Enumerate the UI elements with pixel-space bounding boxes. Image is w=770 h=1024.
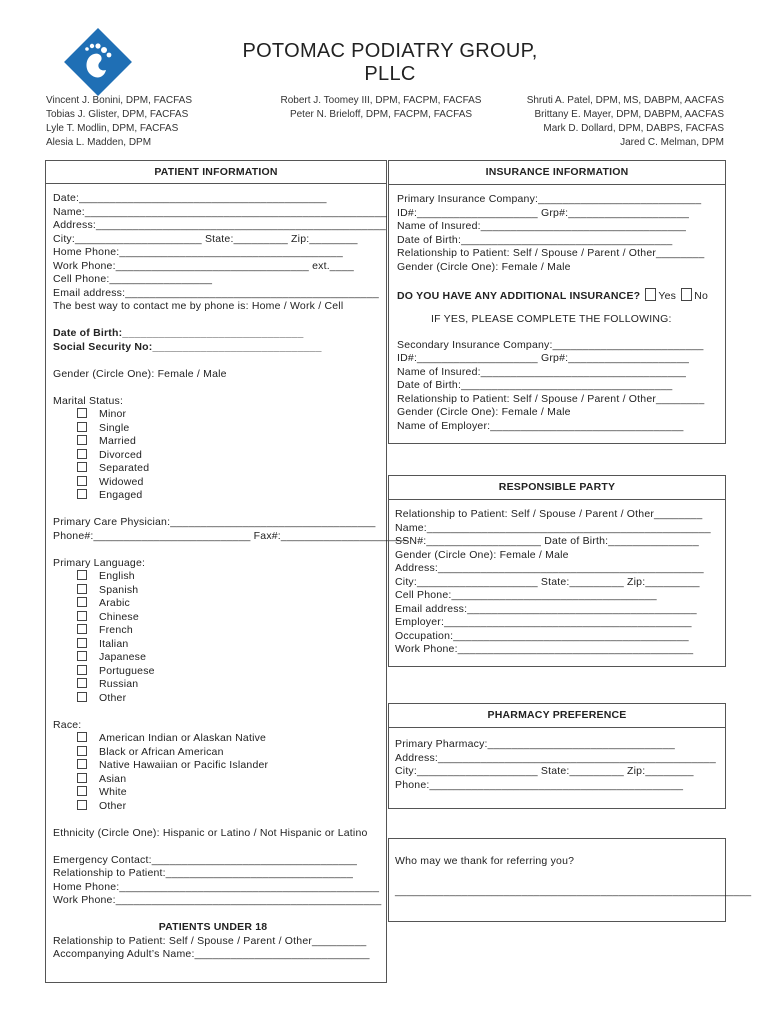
insurance-info-box xyxy=(388,160,726,444)
checkbox-icon[interactable] xyxy=(77,732,87,742)
emergency-contact-field[interactable]: Emergency Contact:__________________________________ xyxy=(53,853,358,866)
language-option[interactable]: Italian xyxy=(53,638,383,652)
no-label: No xyxy=(694,289,709,302)
checkbox-icon[interactable] xyxy=(77,597,87,607)
race-option[interactable]: Other xyxy=(53,800,383,814)
race-label: Race: xyxy=(53,718,82,731)
checkbox-icon[interactable] xyxy=(77,476,87,486)
doctor-name: Vincent J. Bonini, DPM, FACFAS xyxy=(46,95,192,106)
checkbox-icon[interactable] xyxy=(77,638,87,648)
responsible-address-field[interactable]: Address:____________________________________________ xyxy=(395,562,704,574)
ssn-field[interactable]: Social Security No:____________________________ xyxy=(53,340,322,353)
doctors-right xyxy=(527,94,724,150)
responsible-ssn-dob-field[interactable]: SSN#:___________________ Date of Birth:_______________ xyxy=(395,535,699,547)
checkbox-icon[interactable] xyxy=(77,449,87,459)
secondary-insured-name-field[interactable]: Name of Insured:__________________________________ xyxy=(397,365,687,378)
doctor-name: Brittany E. Mayer, DPM, DABPM, AACFAS xyxy=(534,109,724,120)
foot-logo-icon xyxy=(60,24,136,100)
city-state-zip-field[interactable]: City:_____________________ State:_________ Zip:________ xyxy=(53,232,358,245)
marital-option[interactable]: Separated xyxy=(53,462,383,476)
secondary-id-grp-field[interactable]: ID#:____________________ Grp#:____________________ xyxy=(397,352,690,364)
language-option[interactable]: Arabic xyxy=(53,597,383,611)
cell-phone-field[interactable]: Cell Phone:_________________ xyxy=(53,273,213,285)
doctor-name: Robert J. Toomey III, DPM, FACPM, FACFAS xyxy=(280,95,482,106)
pharmacy-phone-field[interactable]: Phone:__________________________________________ xyxy=(395,778,684,791)
checkbox-icon[interactable] xyxy=(77,759,87,769)
marital-option[interactable]: Single xyxy=(53,422,383,436)
language-option[interactable]: Russian xyxy=(53,678,383,692)
checkbox-icon[interactable] xyxy=(77,611,87,621)
language-option[interactable]: French xyxy=(53,624,383,638)
patient-info-title: PATIENT INFORMATION xyxy=(154,166,278,178)
patient-info-box xyxy=(45,160,387,184)
checkbox-icon[interactable] xyxy=(77,786,87,796)
checkbox-icon[interactable] xyxy=(77,624,87,634)
marital-option[interactable]: Divorced xyxy=(53,449,383,463)
ethnicity-field[interactable]: Ethnicity (Circle One): Hispanic or Latino / Not Hispanic or Latino xyxy=(53,826,368,839)
race-option[interactable]: White xyxy=(53,786,383,800)
checkbox-icon[interactable] xyxy=(77,435,87,445)
responsible-relationship-field[interactable]: Relationship to Patient: Self / Spouse / Parent / Other________ xyxy=(395,508,703,520)
doctors-mid xyxy=(276,94,486,122)
yes-checkbox-icon[interactable] xyxy=(645,288,656,301)
language-option[interactable]: Other xyxy=(53,692,383,706)
org-name: POTOMAC PODIATRY GROUP, PLLC xyxy=(242,40,538,85)
marital-option[interactable]: Married xyxy=(53,435,383,449)
employer-name-field[interactable]: Name of Employer:________________________________ xyxy=(397,419,684,432)
secondary-gender-field[interactable]: Gender (Circle One): Female / Male xyxy=(397,406,571,418)
home-phone-field[interactable]: Home Phone:_____________________________________ xyxy=(53,246,343,258)
marital-option[interactable]: Widowed xyxy=(53,476,383,490)
doctors-left xyxy=(46,94,192,150)
doctor-name: Alesia L. Madden, DPM xyxy=(46,137,152,148)
secondary-insurance-company-field[interactable]: Secondary Insurance Company:_________________________ xyxy=(397,338,704,351)
name-field[interactable]: Name:__________________________________________________ xyxy=(53,205,387,218)
contact-preference[interactable]: The best way to contact me by phone is: Home / Work / Cell xyxy=(53,300,344,312)
pharmacy-city-state-zip-field[interactable]: City:____________________ State:_________ Zip:________ xyxy=(395,765,694,777)
race-option[interactable]: American Indian or Alaskan Native xyxy=(53,732,383,746)
secondary-insured-dob-field[interactable]: Date of Birth:___________________________________ xyxy=(397,379,673,391)
secondary-relationship-field[interactable]: Relationship to Patient: Self / Spouse / Parent / Other________ xyxy=(397,392,705,405)
primary-insured-name-field[interactable]: Name of Insured:__________________________________ xyxy=(397,220,687,232)
if-yes-instruction: IF YES, PLEASE COMPLETE THE FOLLOWING: xyxy=(431,313,672,325)
marital-option[interactable]: Minor xyxy=(53,408,383,422)
marital-status-label: Marital Status: xyxy=(53,394,124,407)
additional-insurance-question: DO YOU HAVE ANY ADDITIONAL INSURANCE? Yes No xyxy=(397,289,709,302)
checkbox-icon[interactable] xyxy=(77,692,87,702)
primary-relationship-field[interactable]: Relationship to Patient: Self / Spouse / Parent / Other________ xyxy=(397,247,705,259)
pharmacy-title: PHARMACY PREFERENCE xyxy=(487,709,627,721)
marital-option[interactable]: Engaged xyxy=(53,489,383,503)
gender-field[interactable]: Gender (Circle One): Female / Male xyxy=(53,367,227,380)
checkbox-icon[interactable] xyxy=(77,773,87,783)
responsible-name-field[interactable]: Name:_______________________________________________ xyxy=(395,521,711,534)
checkbox-icon[interactable] xyxy=(77,489,87,499)
language-option[interactable]: Japanese xyxy=(53,651,383,665)
race-option[interactable]: Black or African American xyxy=(53,746,383,760)
emergency-home-phone-field[interactable]: Home Phone:___________________________________________ xyxy=(53,880,380,893)
checkbox-icon[interactable] xyxy=(77,408,87,418)
checkbox-icon[interactable] xyxy=(77,678,87,688)
doctor-name: Lyle T. Modlin, DPM, FACFAS xyxy=(46,123,179,134)
pcp-phone-fax-field[interactable]: Phone#:__________________________ Fax#:_____________________ xyxy=(53,529,408,542)
primary-insurance-company-field[interactable]: Primary Insurance Company:___________________________ xyxy=(397,193,702,205)
checkbox-icon[interactable] xyxy=(77,800,87,810)
checkbox-icon[interactable] xyxy=(77,584,87,594)
primary-id-grp-field[interactable]: ID#:____________________ Grp#:____________________ xyxy=(397,206,690,219)
doctor-name: Jared C. Melman, DPM xyxy=(620,137,724,148)
responsible-cell-phone-field[interactable]: Cell Phone:__________________________________ xyxy=(395,589,657,601)
language-option[interactable]: English xyxy=(53,570,383,584)
checkbox-icon[interactable] xyxy=(77,422,87,432)
checkbox-icon[interactable] xyxy=(77,462,87,472)
responsible-party-title: RESPONSIBLE PARTY xyxy=(498,481,616,493)
pharmacy-address-field[interactable]: Address:______________________________________________ xyxy=(395,751,716,764)
responsible-employer-field[interactable]: Employer:_________________________________________ xyxy=(395,616,692,628)
responsible-occupation-field[interactable]: Occupation:_______________________________________ xyxy=(395,629,689,642)
language-option[interactable]: Portuguese xyxy=(53,665,383,679)
checkbox-icon[interactable] xyxy=(77,570,87,580)
dob-field[interactable]: Date of Birth:______________________________ xyxy=(53,327,304,339)
language-option[interactable]: Chinese xyxy=(53,611,383,625)
accompanying-adult-field[interactable]: Accompanying Adult’s Name:_____________________________ xyxy=(53,948,370,960)
pharmacy-box xyxy=(388,703,726,809)
race-option[interactable]: Native Hawaiian or Pacific Islander xyxy=(53,759,383,773)
primary-pharmacy-field[interactable]: Primary Pharmacy:_______________________________ xyxy=(395,738,675,750)
responsible-work-phone-field[interactable]: Work Phone:_______________________________________ xyxy=(395,643,694,655)
doctor-name: Peter N. Brieloff, DPM, FACPM, FACFAS xyxy=(289,109,473,120)
primary-gender-field[interactable]: Gender (Circle One): Female / Male xyxy=(397,260,571,273)
work-phone-field[interactable]: Work Phone:________________________________ ext.____ xyxy=(53,259,354,272)
insurance-info-title: INSURANCE INFORMATION xyxy=(485,166,629,178)
race-option[interactable]: Asian xyxy=(53,773,383,787)
language-label: Primary Language: xyxy=(53,556,146,569)
referral-question: Who may we thank for referring you? xyxy=(395,855,575,867)
doctor-name: Tobias J. Glister, DPM, FACFAS xyxy=(46,109,189,120)
address-field[interactable]: Address:________________________________________________ xyxy=(53,219,386,231)
no-checkbox-icon[interactable] xyxy=(681,288,692,301)
email-field[interactable]: Email address:__________________________________________ xyxy=(53,286,379,299)
responsible-email-field[interactable]: Email address:______________________________________ xyxy=(395,602,697,615)
checkbox-icon[interactable] xyxy=(77,665,87,675)
doctor-name: Mark D. Dollard, DPM, DABPS, FACFAS xyxy=(543,123,724,134)
pcp-field[interactable]: Primary Care Physician:__________________________________ xyxy=(53,516,376,528)
responsible-party-box xyxy=(388,475,726,667)
responsible-gender-field[interactable]: Gender (Circle One): Female / Male xyxy=(395,548,569,561)
under-18-title: PATIENTS UNDER 18 xyxy=(158,921,268,933)
primary-insured-dob-field[interactable]: Date of Birth:___________________________________ xyxy=(397,233,673,246)
referral-answer-field[interactable]: ___________________________________________________________ xyxy=(395,884,752,897)
yes-label: Yes xyxy=(658,289,677,302)
checkbox-icon[interactable] xyxy=(77,746,87,756)
under-18-relationship-field[interactable]: Relationship to Patient: Self / Spouse / Parent / Other_________ xyxy=(53,934,367,947)
responsible-city-state-zip-field[interactable]: City:____________________ State:_________ Zip:_________ xyxy=(395,575,700,588)
patient-info-fields xyxy=(53,192,408,962)
emergency-work-phone-field[interactable]: Work Phone:____________________________________________ xyxy=(53,894,382,906)
language-option[interactable]: Spanish xyxy=(53,584,383,598)
date-field[interactable]: Date:_________________________________________ xyxy=(53,192,327,204)
checkbox-icon[interactable] xyxy=(77,651,87,661)
doctor-name: Shruti A. Patel, DPM, MS, DABPM, AACFAS xyxy=(526,95,724,106)
logo xyxy=(60,24,136,100)
emergency-relationship-field[interactable]: Relationship to Patient:_______________________________ xyxy=(53,867,354,879)
referral-box xyxy=(388,838,752,922)
